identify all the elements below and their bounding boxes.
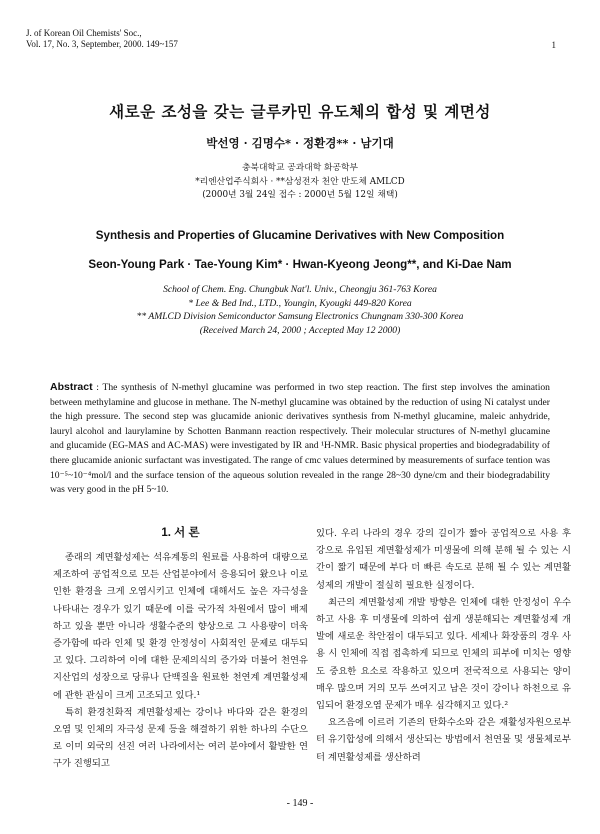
journal-name: J. of Korean Oil Chemists' Soc., — [26, 28, 142, 38]
paragraph: 요즈음에 이르러 기존의 탄화수소와 같은 재활성자원으로부터 유기합성에 의해서 생산되는 방법에서 천연물 및 생물체로부터 계면활성제를 생산하려 — [316, 717, 571, 763]
journal-citation — [26, 28, 178, 50]
abstract-label: Abstract — [50, 381, 93, 393]
abstract-text: : The synthesis of N-methyl glucamine was performed in two step reaction. The first step involves the amination between methylamine and glucose in methane. The N-methyl glucamine was obtained by the reduction of using Ni catalyst under the high pressure. The second step was glucamide anionic derivatives synthesis from N-methyl glucamine, maleic anhydride, lauryl alcohol and laurylamine by Schotten Banmann reaction respectively. Their molecular structures of N-methyl glucamine and glucamide (EG-MAS and AC-MAS) were investigated by IR and ¹H-NMR. Basic physical properties and biodegradability of there glucamide anionic surfactant was investigated. The range of cmc values determined by measurements of surface tention was 10⁻⁵~10⁻⁴mol/l and the surface tension of the aqueous solution revealed in the range 28~30 dyne/cm and their biodegradability was very good in the pH 5~10. — [50, 382, 550, 496]
affiliation-line: * Lee & Bed Ind., LTD., Youngin, Kyougki 449-820 Korea — [188, 297, 412, 309]
journal-volume: Vol. 17, No. 3, September, 2000. 149~157 — [26, 39, 178, 49]
received-date-korean: (2000년 3월 24일 접수 : 2000년 5월 12일 채택) — [202, 190, 398, 200]
received-date-english: (Received March 24, 2000 ; Accepted May 12 2000) — [199, 325, 401, 337]
affiliation-english — [0, 283, 600, 338]
left-column — [53, 525, 308, 773]
affiliation-line: 충북대학교 공과대학 화공학부 — [241, 163, 359, 173]
affiliation-korean — [0, 162, 600, 203]
header-page-number: 1 — [551, 40, 556, 50]
affiliation-line: *리엔산업주식회사 · **삼성전자 천안 반도체 AMLCD — [195, 176, 405, 187]
section-heading-introduction: 1. 서 론 — [161, 527, 200, 539]
paragraph: 있다. 우리 나라의 경우 강의 길이가 짧아 공업적으로 사용 후 강으로 유입된 계면활성제가 미생물에 의해 분해 될 수 있는 시간이 짧기 때문에 부다 더 빠른 속도로 분해 될 수 있는 계면활성제의 개발이 절실히 필요한 실정이다. — [316, 528, 571, 591]
right-column — [316, 525, 571, 766]
paragraph: 종래의 계면활성제는 석유계통의 원료를 사용하여 대량으로 제조하여 공업적으로 모든 산업분야에서 응용되어 왔으나 이로 인한 환경을 크게 오염시키고 인체에 대해서도 높은 자극성을 나타내는 경우가 있기 때문에 이를 국가적 차원에서 많이 배제하고 있을 뿐만 아니라 생활수준의 향상으로 그 사용량이 더욱 증가함에 따라 인체 및 환경 안정성이 사회적인 문제로 대두되고 있다. 그리하여 이에 대한 문제의식의 증가와 더불어 천연유지산업의 성장으로 당류나 단백질을 원료한 천연계 계면활성제에 관한 관심이 크게 고조되고 있다.¹ — [53, 552, 308, 701]
paragraph: 최근의 계면활성제 개발 방향은 인체에 대한 안정성이 우수하고 사용 후 미생물에 의하여 쉽게 생분해되는 계면활성제 개발에 새로운 착안점이 대두되고 있다. 세제나 화장품의 경우 사용 시 인체에 직접 접촉하게 되므로 인체의 피부에 미치는 영향도 중요한 요소로 작용하고 있으며 전국적으로 사용되는 양이 매우 많으며 거의 모두 쓰여지고 남은 것이 강이나 하천으로 유입되어 환경오염 문제가 매우 심각해지고 있다.² — [316, 596, 571, 712]
affiliation-line: School of Chem. Eng. Chungbuk Nat'l. Univ., Cheongju 361-763 Korea — [163, 284, 437, 295]
affiliation-line: ** AMLCD Division Semiconductor Samsung Electronics Chungnam 330-300 Korea — [136, 311, 464, 323]
abstract — [50, 380, 550, 498]
title-korean: 새로운 조성을 갖는 글루카민 유도체의 합성 및 계면성 — [109, 102, 491, 121]
authors-korean: 박선영 · 김명수* · 정환경** · 남기대 — [206, 136, 394, 150]
paragraph: 특히 환경친화적 계면활성제는 강이나 바다와 같은 환경의 오염 및 인체의 자극성 문제 등을 해결하기 위한 하나의 수단으로 이미 외국의 선진 여러 나라에서는 여러 분야에서 활발한 연구가 진행되고 — [53, 706, 308, 770]
title-english: Synthesis and Properties of Glucamine Derivatives with New Composition — [95, 229, 505, 242]
footer-page-number: - 149 - — [286, 798, 314, 809]
authors-english: Seon-Young Park · Tae-Young Kim* · Hwan-Kyeong Jeong**, and Ki-Dae Nam — [88, 258, 512, 271]
